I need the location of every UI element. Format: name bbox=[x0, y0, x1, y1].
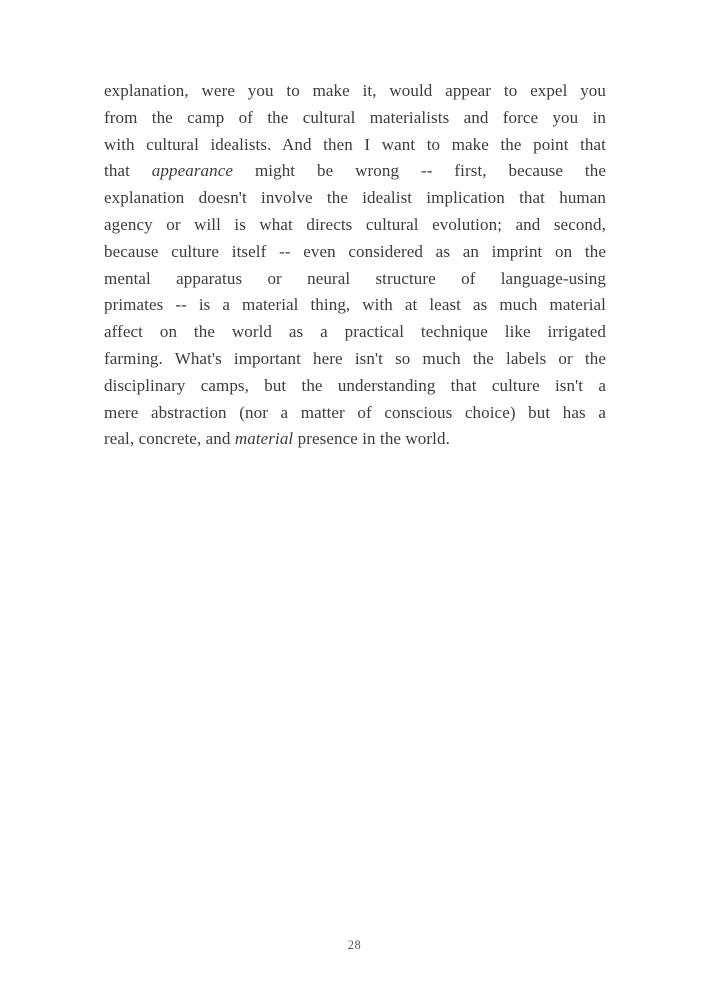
body-text: presence in the world. bbox=[293, 429, 450, 449]
text-line bbox=[104, 373, 606, 400]
text-line bbox=[104, 292, 606, 319]
body-text: that bbox=[104, 161, 152, 181]
text-line bbox=[104, 426, 606, 453]
text-line bbox=[104, 239, 606, 266]
italic-text: appearance bbox=[151, 161, 234, 181]
text-line bbox=[104, 105, 606, 132]
body-text: because culture itself -- even considered as an imprint on the bbox=[104, 241, 606, 261]
body-text: affect on the world as a practical technique like irrigated bbox=[104, 322, 606, 342]
body-text: agency or will is what directs cultural evolution; and second, bbox=[104, 214, 606, 234]
paragraph-block bbox=[104, 78, 606, 453]
text-line bbox=[104, 132, 606, 159]
body-text: mental apparatus or neural structure of language-using bbox=[104, 268, 606, 288]
text-line bbox=[104, 212, 606, 239]
text-line bbox=[104, 266, 606, 293]
text-line bbox=[104, 319, 606, 346]
body-text: farming. What's important here isn't so much the labels or the bbox=[104, 348, 606, 368]
text-line bbox=[104, 346, 606, 373]
body-text: primates -- is a material thing, with at least as much material bbox=[104, 295, 606, 315]
text-line bbox=[104, 185, 606, 212]
text-line bbox=[104, 158, 606, 185]
italic-text: material bbox=[234, 429, 294, 449]
text-line bbox=[104, 400, 606, 427]
body-text: explanation doesn't involve the idealist implication that human bbox=[104, 188, 606, 208]
body-text: mere abstraction (nor a matter of conscious choice) but has a bbox=[104, 402, 606, 422]
body-text: disciplinary camps, but the understanding that culture isn't a bbox=[104, 375, 606, 395]
body-text: might be wrong -- first, because the bbox=[233, 161, 607, 181]
body-text: real, concrete, and bbox=[104, 429, 235, 449]
text-line bbox=[104, 78, 606, 105]
body-text: from the camp of the cultural materialists and force you in bbox=[104, 107, 606, 127]
page-number: 28 bbox=[347, 938, 362, 952]
body-text: with cultural idealists. And then I want to make the point that bbox=[104, 134, 606, 154]
body-text: explanation, were you to make it, would appear to expel you bbox=[104, 81, 606, 100]
